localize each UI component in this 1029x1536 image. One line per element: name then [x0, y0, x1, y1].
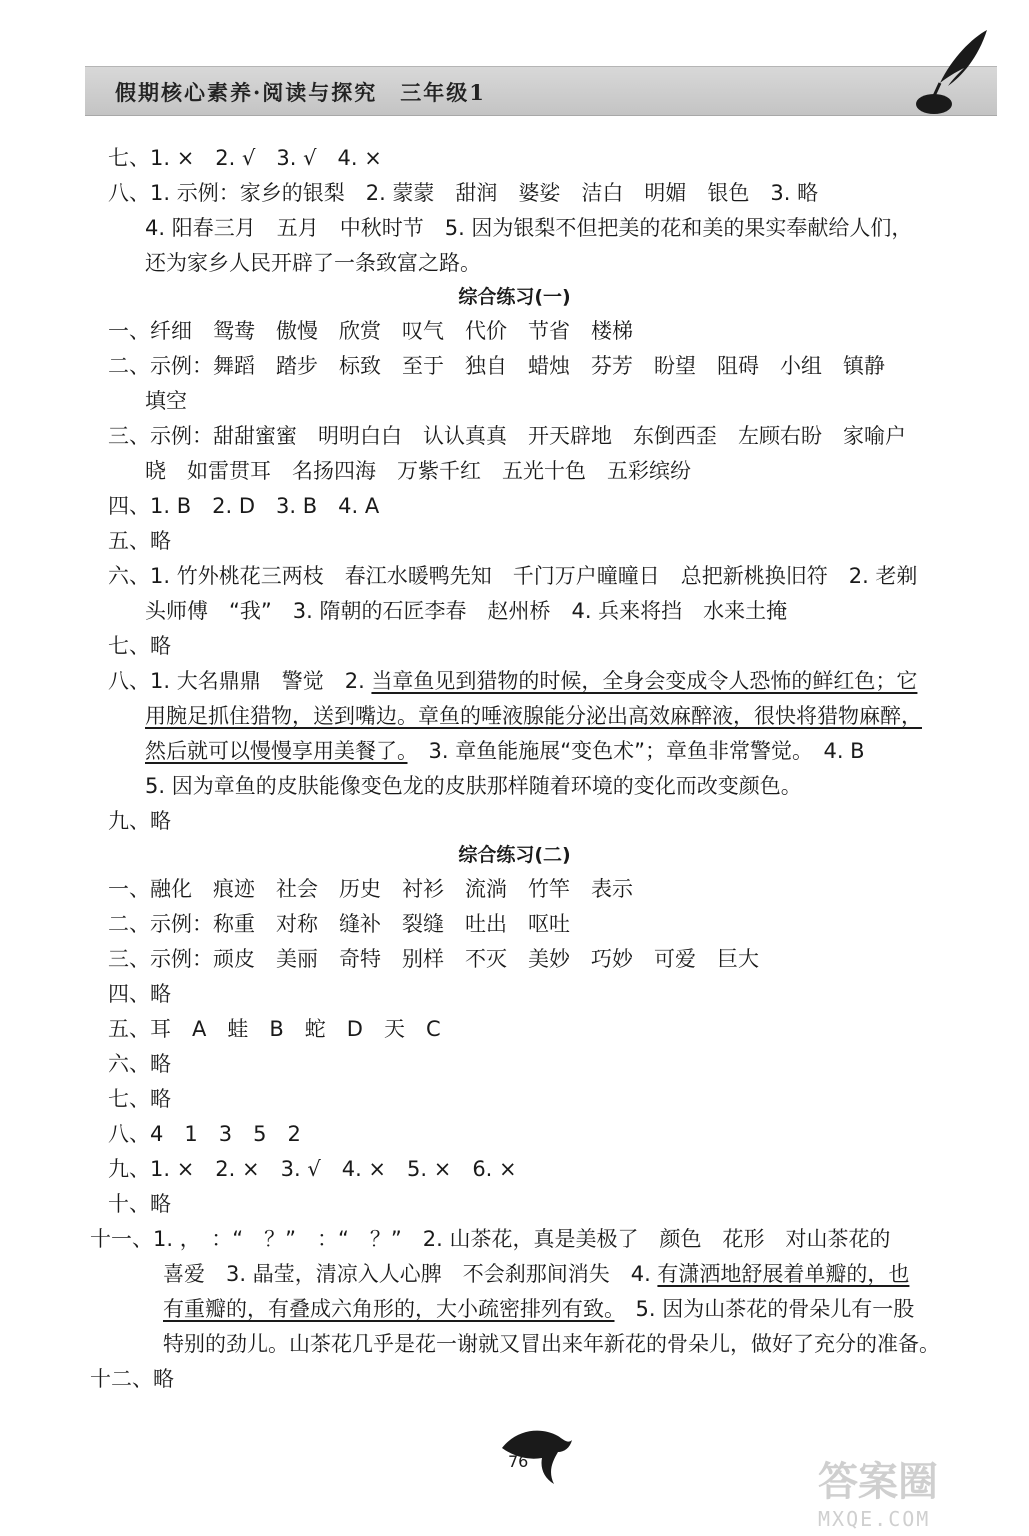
answer-text: 头师傅 “我” 3. 隋朝的石匠李春 赵州桥 4. 兵来将挡 水来土掩: [145, 599, 788, 623]
answer-text: 七、略: [108, 1087, 171, 1111]
answer-line: [108, 353, 885, 379]
answer-line: [90, 1366, 174, 1392]
answer-line: [145, 250, 481, 276]
underlined-answer-text: 当章鱼见到猎物的时候，全身会变成令人恐怖的鲜红色；它: [371, 669, 918, 693]
header-title: 假期核心素养·阅读与探究 三年级1: [115, 80, 486, 105]
answer-text: 十一、1. ， ：“ ？” ：“ ？” 2. 山茶花，真是美极了 颜色 花形 对山茶花的: [90, 1227, 891, 1251]
answer-line: [108, 981, 171, 1007]
answer-text: 五、耳 A 蛙 B 蛇 D 天 C: [108, 1017, 441, 1041]
answer-line: [145, 388, 187, 414]
answer-line: [108, 423, 906, 449]
answer-text: 3. 章鱼能施展“变色术”；章鱼非常警觉。 4. B: [407, 739, 865, 763]
answer-line: [108, 668, 917, 694]
page-number: 76: [508, 1452, 529, 1471]
answer-text: 三、示例：甜甜蜜蜜 明明白白 认认真真 开天辟地 东倒西歪 左顾右盼 家喻户: [108, 424, 906, 448]
answer-text: 六、略: [108, 1052, 171, 1076]
answer-line: [108, 180, 818, 206]
underlined-answer-text: 用腕足抓住猎物，送到嘴边。: [145, 704, 418, 728]
answer-text: 还为家乡人民开辟了一条致富之路。: [145, 251, 481, 275]
section-title: 综合练习(二): [458, 844, 571, 866]
answer-text: 5. 因为山茶花的骨朵儿有一股: [614, 1297, 915, 1321]
quill-pen-icon: [912, 28, 1002, 118]
answer-text: 八、4 1 3 5 2: [108, 1122, 301, 1146]
answer-line: [145, 703, 922, 729]
answer-line: [90, 1226, 890, 1252]
answer-text: 六、1. 竹外桃花三两枝 春江水暖鸭先知 千门万户曈曈日 总把新桃换旧符 2. 老剃: [108, 564, 918, 588]
answer-text: 5. 因为章鱼的皮肤能像变色龙的皮肤那样随着环境的变化而改变颜色。: [145, 774, 802, 798]
answer-line: [163, 1331, 940, 1357]
answer-text: 七、1. × 2. √ 3. √ 4. ×: [108, 146, 382, 170]
underlined-answer-text: 有潇洒地舒展着单瓣的，也: [657, 1262, 910, 1286]
answer-line: [163, 1261, 909, 1287]
answer-text: 四、略: [108, 982, 171, 1006]
answer-line: [108, 1191, 171, 1217]
answer-line: [108, 1051, 171, 1077]
answer-text: 十二、略: [90, 1367, 174, 1391]
watermark: [818, 1450, 938, 1531]
answer-line: [108, 493, 379, 519]
answer-text: 五、略: [108, 529, 171, 553]
watermark-text: 答案圈: [818, 1459, 938, 1505]
page-header: [85, 66, 997, 116]
answer-text: 二、示例：舞蹈 踏步 标致 至于 独自 蜡烛 芬芳 盼望 阻碍 小组 镇静: [108, 354, 885, 378]
answer-line: [163, 1296, 914, 1322]
answer-text: 晓 如雷贯耳 名扬四海 万紫千红 五光十色 五彩缤纷: [145, 459, 691, 483]
answer-line: [108, 911, 570, 937]
answer-line: [108, 528, 171, 554]
answer-line: [145, 773, 802, 799]
underlined-answer-text: 章鱼的唾液腺能分泌出高效麻醉液，很快将猎物麻醉，: [418, 704, 922, 728]
answer-line: [108, 876, 633, 902]
underlined-answer-text: 然后就可以慢慢享用美餐了。: [145, 739, 408, 763]
answer-text: 七、略: [108, 634, 171, 658]
answer-line: [108, 808, 171, 834]
answer-text: 九、略: [108, 809, 171, 833]
answer-line: [108, 633, 171, 659]
underlined-answer-text: 有重瓣的，有叠成六角形的，大小疏密排列有致。: [163, 1297, 615, 1321]
answer-line: [145, 598, 787, 624]
answer-line: [108, 318, 633, 344]
answer-line: [145, 215, 912, 241]
answer-line: [108, 1121, 301, 1147]
answer-text: 特别的劲儿。山茶花几乎是花一谢就又冒出来年新花的骨朵儿，做好了充分的准备。: [163, 1332, 940, 1356]
answer-line: [108, 563, 917, 589]
answer-text: 喜爱 3. 晶莹，清凉入人心脾 不会刹那间消失 4.: [163, 1262, 658, 1286]
answer-line: [108, 1016, 441, 1042]
section-title: 综合练习(一): [458, 286, 571, 308]
answer-line: [108, 946, 759, 972]
watermark-url: MXQE.COM: [818, 1507, 931, 1531]
answer-text: 一、纤细 鸳鸯 傲慢 欣赏 叹气 代价 节省 楼梯: [108, 319, 633, 343]
answer-line: [145, 458, 691, 484]
answer-text: 三、示例：顽皮 美丽 奇特 别样 不灭 美妙 巧妙 可爱 巨大: [108, 947, 759, 971]
answer-line: [108, 1086, 171, 1112]
answer-text: 十、略: [108, 1192, 171, 1216]
answer-text: 一、融化 痕迹 社会 历史 衬衫 流淌 竹竿 表示: [108, 877, 633, 901]
answer-text: 八、1. 大名鼎鼎 警觉 2.: [108, 669, 372, 693]
answer-line: [108, 145, 382, 171]
answer-line: [145, 738, 865, 764]
answer-text: 八、1. 示例：家乡的银梨 2. 蒙蒙 甜润 婆娑 洁白 明媚 银色 3. 略: [108, 181, 819, 205]
answer-text: 四、1. B 2. D 3. B 4. A: [108, 494, 380, 518]
answer-text: 九、1. × 2. × 3. √ 4. × 5. × 6. ×: [108, 1157, 517, 1181]
answer-text: 二、示例：称重 对称 缝补 裂缝 吐出 呕吐: [108, 912, 570, 936]
answer-line: [108, 1156, 517, 1182]
answer-text: 填空: [145, 389, 187, 413]
answer-text: 4. 阳春三月 五月 中秋时节 5. 因为银梨不但把美的花和美的果实奉献给人们，: [145, 216, 913, 240]
